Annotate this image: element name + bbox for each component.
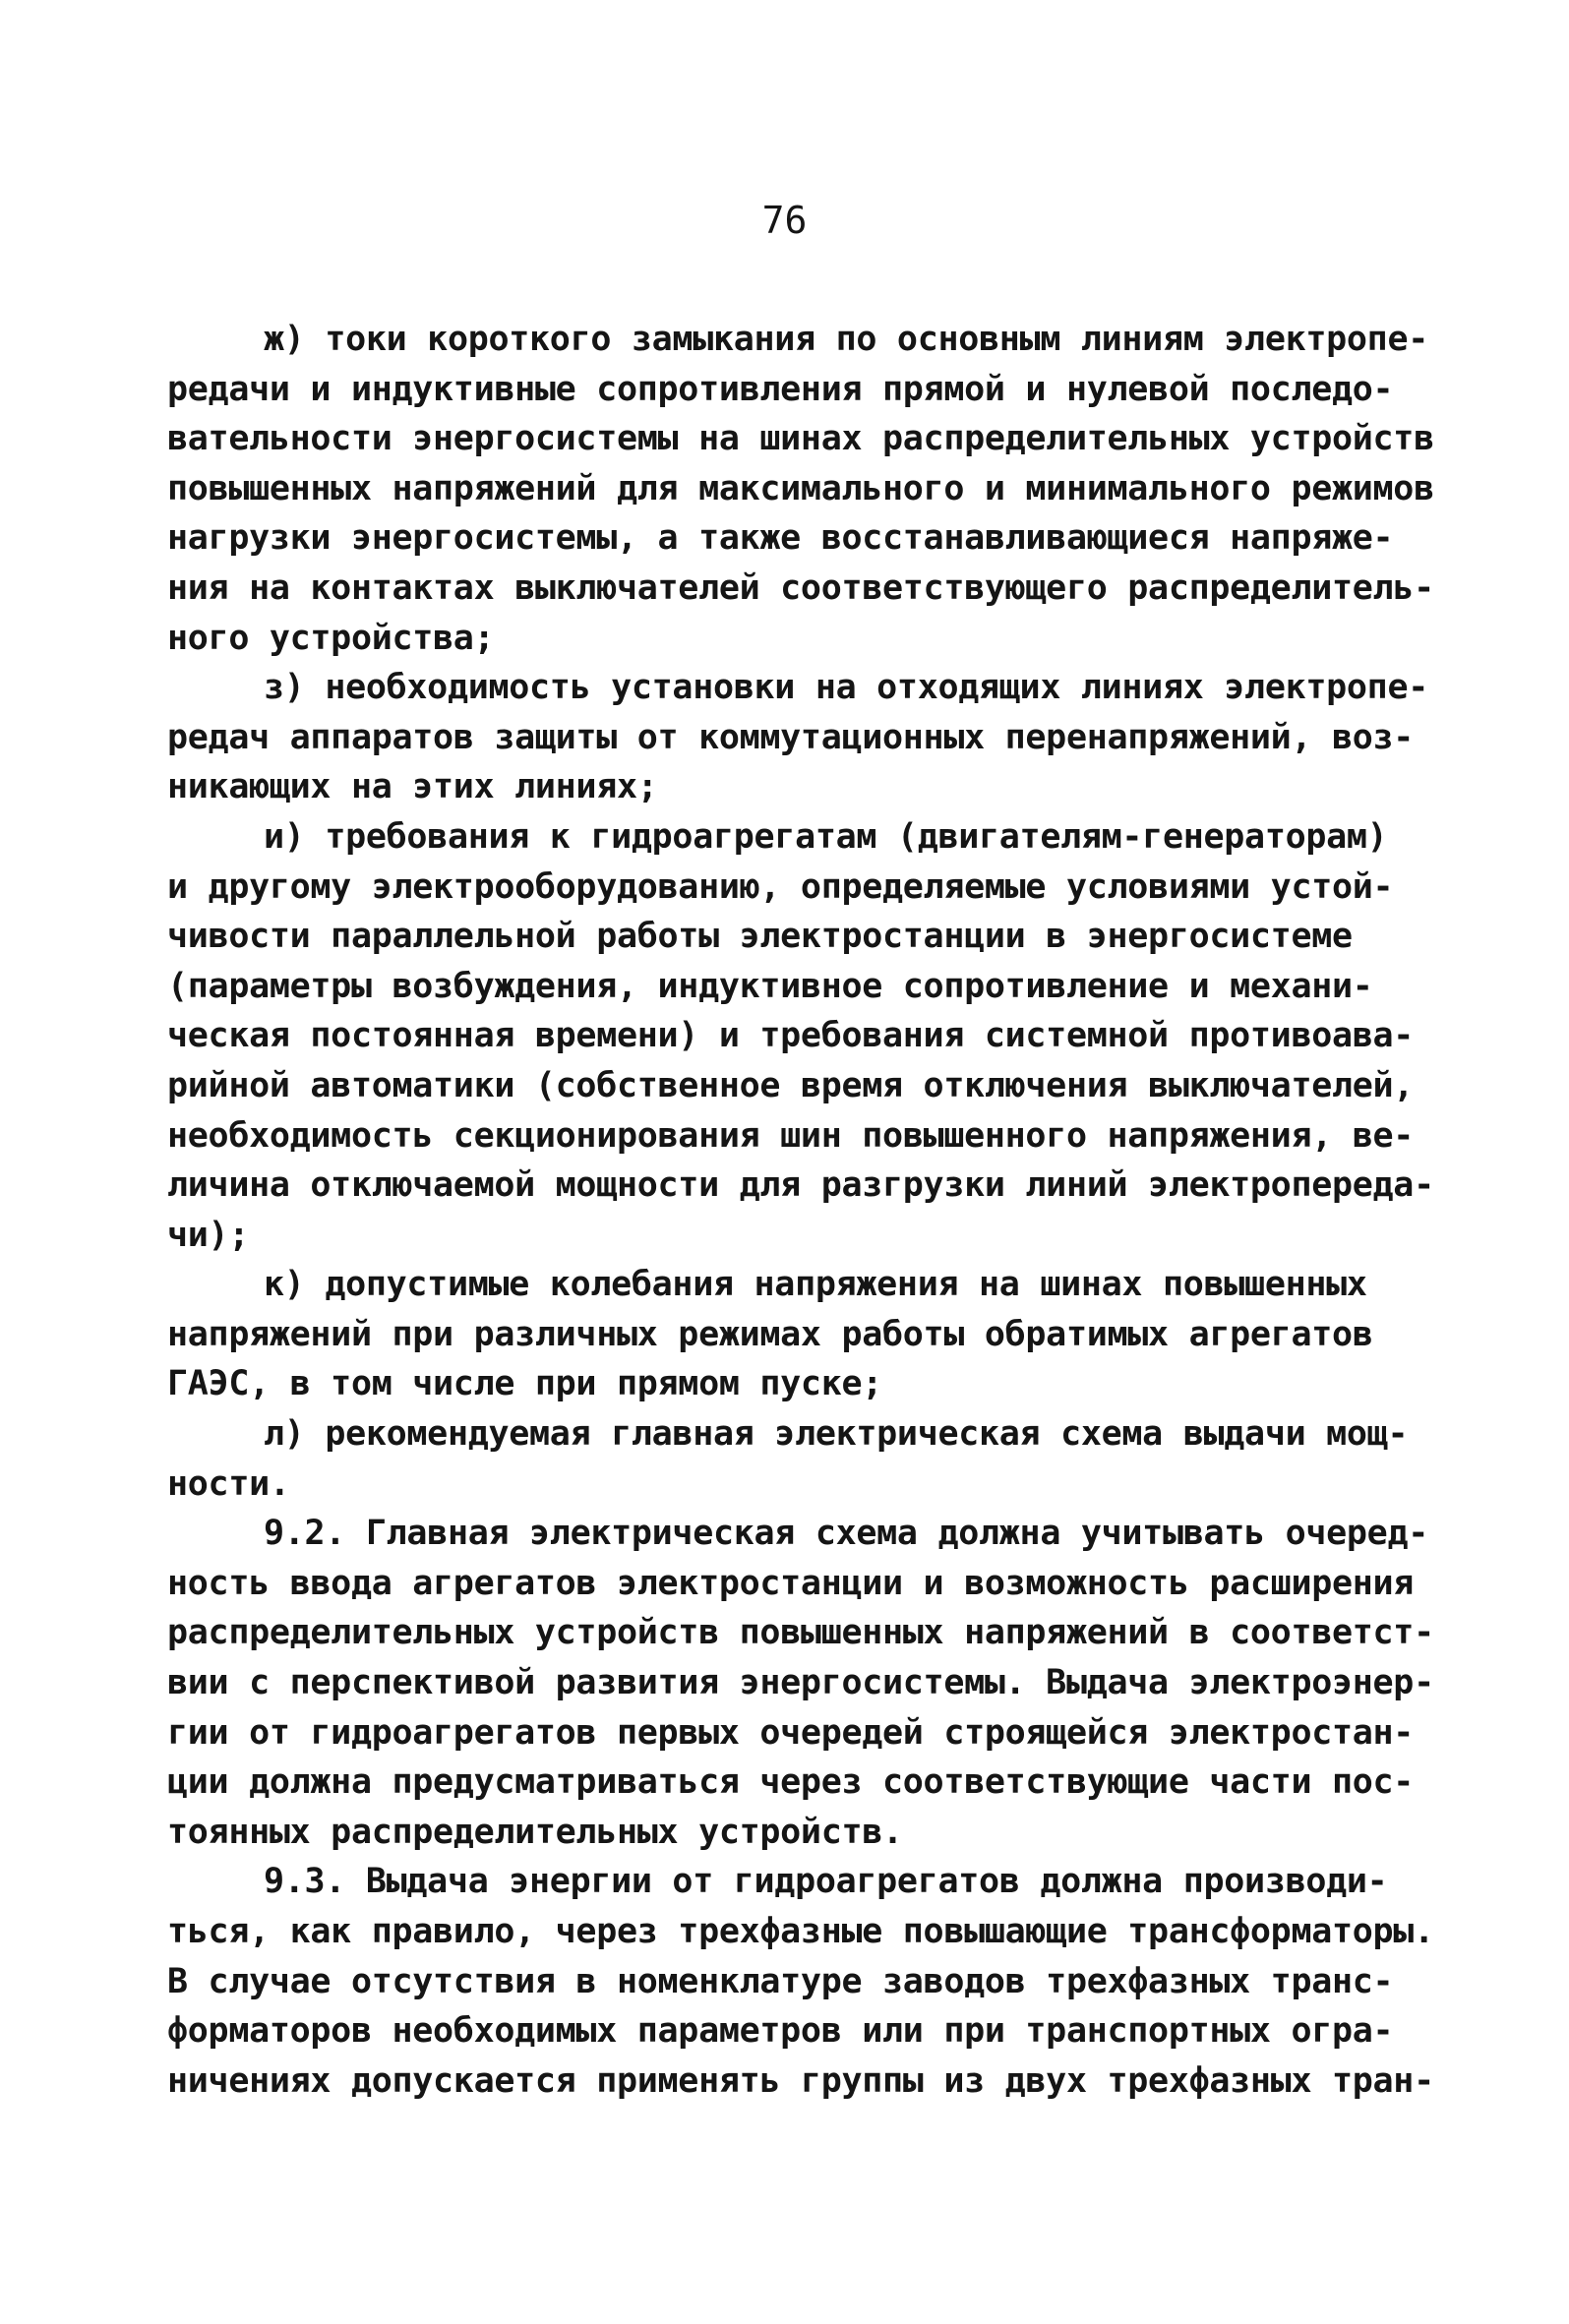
- text-line: В случае отсутствия в номенклатуре заводов трехфазных транс-: [167, 1961, 1394, 2001]
- text-line: 9.3. Выдача энергии от гидроагрегатов должна производи-: [264, 1862, 1388, 1902]
- paragraph-z: [167, 663, 1428, 812]
- text-line: и) требования к гидроагрегатам (двигателям-генераторам): [264, 816, 1388, 857]
- text-line: ности.: [167, 1463, 290, 1504]
- text-line: редач аппаратов защиты от коммутационных перенапряжений, воз-: [167, 717, 1415, 757]
- text-line: ния на контактах выключателей соответствующего распределитель-: [167, 567, 1434, 608]
- paragraph-k: [167, 1260, 1417, 1409]
- text-line: никающих на этих линиях;: [167, 767, 658, 807]
- paragraph-i: [167, 812, 1434, 1260]
- text-line: ничениях допускается применять группы из двух трехфазных тран-: [167, 2060, 1434, 2101]
- text-line: нагрузки энергосистемы, а также восстанавливающиеся напряже-: [167, 518, 1394, 559]
- text-line: распределительных устройств повышенных напряжений в соответст-: [167, 1613, 1434, 1653]
- paragraph-l: [167, 1409, 1417, 1509]
- paragraph-9-3: [167, 1857, 1434, 2106]
- text-line: 9.2. Главная электрическая схема должна учитывать очеред-: [264, 1514, 1428, 1554]
- text-line: гии от гидроагрегатов первых очередей строящейся электростан-: [167, 1712, 1415, 1753]
- text-line: необходимость секционирования шин повышенного напряжения, ве-: [167, 1115, 1415, 1156]
- text-line: ческая постоянная времени) и требования системной противоава-: [167, 1016, 1415, 1056]
- text-line: ГАЭС, в том числе при прямом пуске;: [167, 1364, 883, 1404]
- text-line: ции должна предусматриваться через соответствующие части пос-: [167, 1762, 1415, 1803]
- text-line: (параметры возбуждения, индуктивное сопротивление и механи-: [167, 966, 1373, 1006]
- text-line: з) необходимость установки на отходящих линиях электропе-: [264, 668, 1428, 708]
- paragraph-9-2: [167, 1509, 1434, 1857]
- text-line: ж) токи короткого замыкания по основным линиям электропе-: [264, 320, 1428, 359]
- page-number: 76: [761, 199, 808, 242]
- text-line: тоянных распределительных устройств.: [167, 1812, 903, 1852]
- text-line: вательности энергосистемы на шинах распределительных устройств: [167, 419, 1434, 459]
- paragraph-zh: [167, 315, 1434, 663]
- text-line: чи);: [167, 1215, 250, 1255]
- text-line: напряжений при различных режимах работы обратимых агрегатов: [167, 1314, 1373, 1354]
- text-line: ность ввода агрегатов электростанции и возможность расширения: [167, 1563, 1415, 1603]
- text-line: ного устройства;: [167, 618, 495, 658]
- text-line: форматоров необходимых параметров или при транспортных огра-: [167, 2011, 1394, 2052]
- text-line: личина отключаемой мощности для разгрузки линий электропереда-: [167, 1165, 1434, 1206]
- text-line: вии с перспективой развития энергосистемы. Выдача электроэнер-: [167, 1663, 1434, 1703]
- text-line: ться, как правило, через трехфазные повышающие трансформаторы.: [167, 1912, 1434, 1951]
- text-line: и другому электрооборудованию, определяемые условиями устой-: [167, 866, 1394, 907]
- text-line: к) допустимые колебания напряжения на шинах повышенных: [264, 1265, 1367, 1305]
- text-line: редачи и индуктивные сопротивления прямой и нулевой последо-: [167, 369, 1394, 409]
- text-line: рийной автоматики (собственное время отключения выключателей,: [167, 1065, 1415, 1105]
- text-line: л) рекомендуемая главная электрическая схема выдачи мощ-: [264, 1414, 1409, 1455]
- text-line: чивости параллельной работы электростанции в энергосистеме: [167, 917, 1353, 957]
- body-text: [167, 315, 1434, 2106]
- text-line: повышенных напряжений для максимального и минимального режимов: [167, 468, 1434, 508]
